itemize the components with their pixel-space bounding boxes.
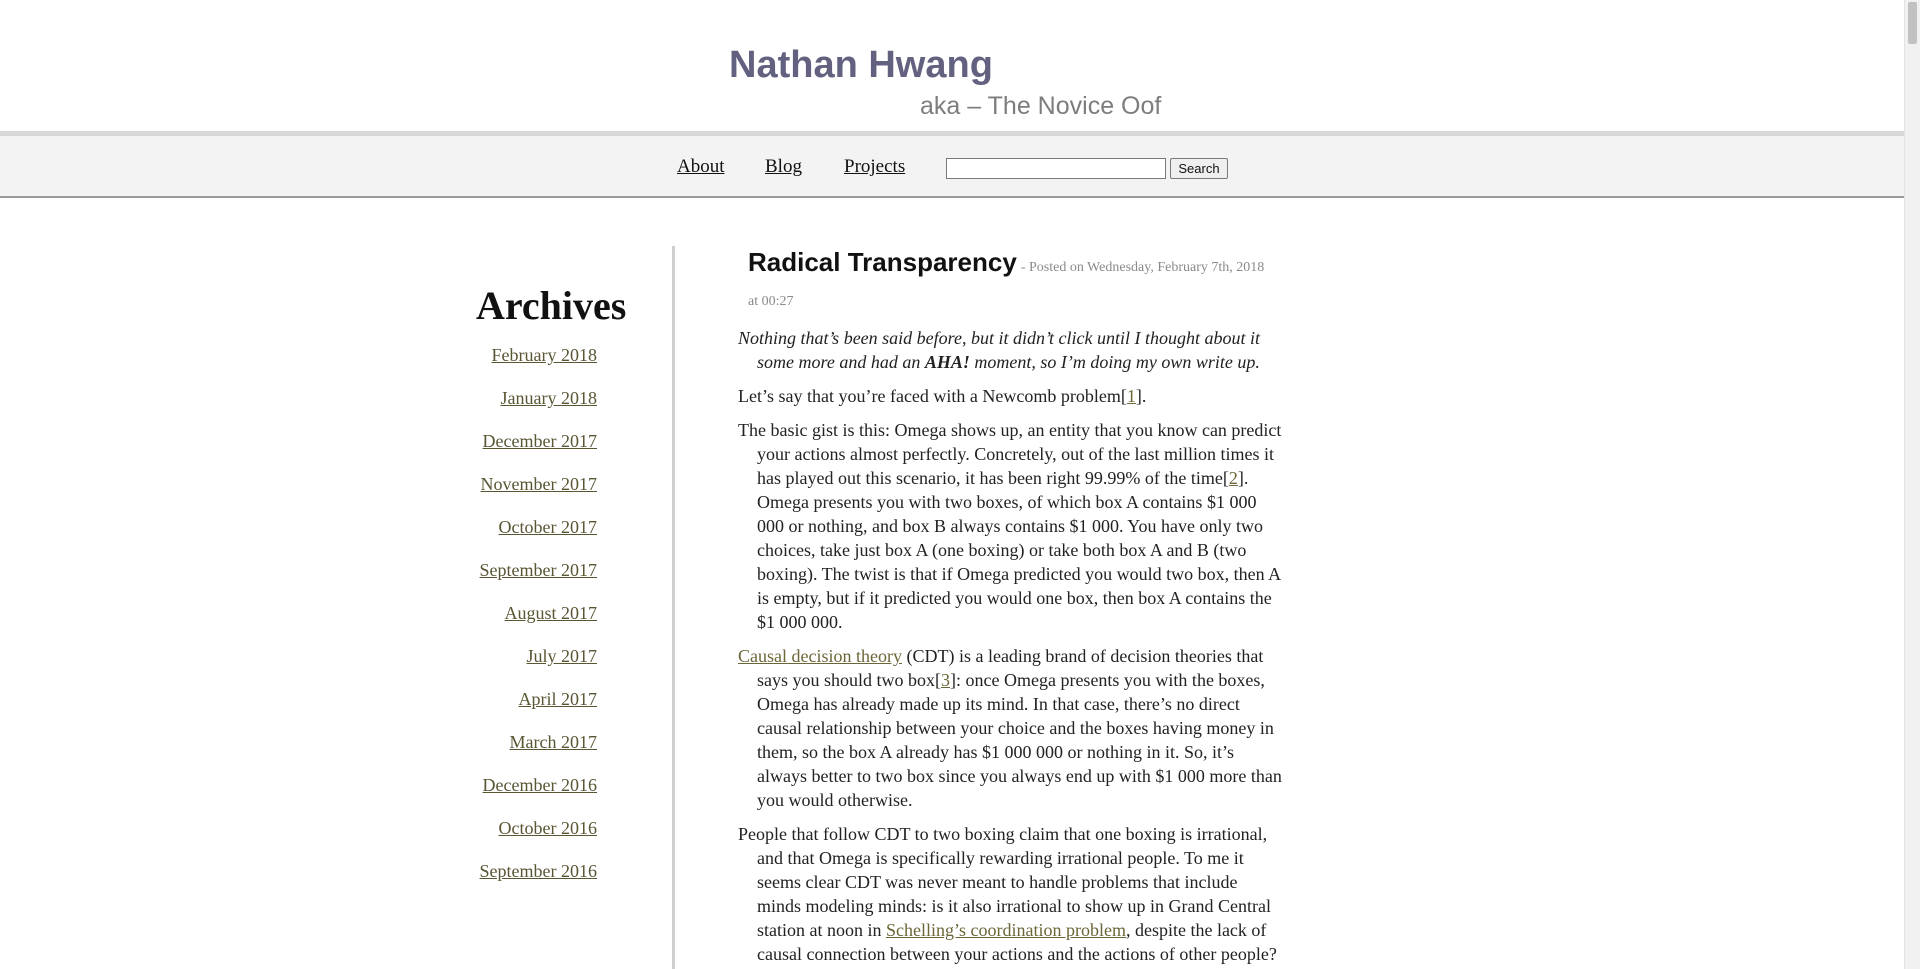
archive-link[interactable]: November 2017 [480,474,597,494]
archive-item [457,473,597,497]
archives-sidebar [440,246,675,969]
site-title[interactable]: Nathan Hwang [729,44,993,86]
post-paragraph [738,418,1285,634]
site-subtitle: aka – The Novice Oof [920,92,1162,120]
causal-decision-theory-link[interactable]: Causal decision theory [738,646,902,666]
archive-link[interactable]: September 2017 [479,560,597,580]
scrollbar-thumb[interactable] [1908,2,1917,44]
post-paragraph [738,384,1285,408]
archive-link[interactable]: March 2017 [509,732,597,752]
intro-text: Nothing that’s been said before, but it didn’t click until I thought about it some more and had an [738,328,1260,372]
footnote-link-3[interactable]: 3 [941,670,950,690]
post-header [738,246,1272,318]
archive-item [457,602,597,626]
archive-item [457,688,597,712]
archive-link[interactable]: October 2017 [498,517,597,537]
archive-item [457,516,597,540]
archive-item [457,860,597,884]
search-input[interactable] [946,158,1166,179]
search-button[interactable]: Search [1170,158,1228,179]
archives-heading: Archives [476,283,627,328]
archive-item [457,344,597,368]
nav-link-blog[interactable]: Blog [765,156,802,177]
archive-item [457,559,597,583]
post-title[interactable]: Radical Transparency [748,247,1017,277]
post-paragraph [738,822,1285,966]
intro-emphasis: AHA! [924,352,970,372]
archive-list [457,344,597,903]
site-header [0,0,1905,136]
paragraph-text: Let’s say that you’re faced with a Newcomb problem[ [738,386,1127,406]
archive-link[interactable]: October 2016 [498,818,597,838]
post-intro [738,326,1285,374]
post-meta: - Posted on Wednesday, February 7th, 2018 at 00:27 [748,260,1265,309]
archive-item [457,645,597,669]
paragraph-text: (CDT) is a leading brand of decision theories that says you should two box[ [757,646,1264,690]
schelling-coordination-link[interactable]: Schelling’s coordination problem [886,920,1126,940]
post-content [738,246,1282,969]
nav-link-projects[interactable]: Projects [844,156,906,177]
paragraph-text: ]. Omega presents you with two boxes, of which box A contains $1 000 000 or nothing, and box B always contains $1 000. You have only two choices, take just box A (one boxing) or take both box A and B (two boxing). The twist is that if Omega predicted you would two box, then A is empty, but if it predicted you would one box, then box A contains the $1 000 000. [757,468,1281,632]
archive-item [457,731,597,755]
archive-item [457,430,597,454]
archive-item [457,774,597,798]
paragraph-text: People that follow CDT to two boxing claim that one boxing is irrational, and that Omega is specifically rewarding irrational people. To me it seems clear CDT was never meant to handle problems that include minds modeling minds: is it also irrational to show up in Grand Central station at noon in [738,824,1271,940]
footnote-link-2[interactable]: 2 [1228,468,1238,488]
paragraph-text: ]. [1135,386,1147,406]
post-body [738,326,1282,966]
archive-item [457,817,597,841]
nav-bar [0,136,1905,198]
post-paragraph [738,644,1285,812]
archive-link[interactable]: January 2018 [500,388,597,408]
archive-link[interactable]: July 2017 [526,646,597,666]
intro-text: moment, so I’m doing my own write up. [969,352,1260,372]
archive-link[interactable]: February 2018 [491,345,597,365]
vertical-scrollbar[interactable] [1904,0,1920,969]
nav-link-about[interactable]: About [677,156,725,177]
paragraph-text: , despite the lack of causal connection between your actions and the actions of other people? [757,920,1277,964]
footnote-link-1[interactable]: 1 [1126,386,1136,406]
archive-link[interactable]: December 2016 [482,775,597,795]
archive-link[interactable]: April 2017 [518,689,597,709]
archive-link[interactable]: September 2016 [479,861,597,881]
paragraph-text: The basic gist is this: Omega shows up, an entity that you know can predict your actions almost perfectly. Concretely, out of the last million times it has played out this scenario, it has been right 99.99% of the time[ [738,420,1282,488]
archive-link[interactable]: December 2017 [482,431,597,451]
archive-link[interactable]: August 2017 [504,603,597,623]
archive-item [457,387,597,411]
paragraph-text: ]: once Omega presents you with the boxes, Omega has already made up its mind. In that case, there’s no direct causal relationship between your choice and the boxes having money in them, so the box A already has $1 000 000 or nothing in it. So, it’s always better to two box since you always end up with $1 000 more than you would otherwise. [757,670,1282,810]
